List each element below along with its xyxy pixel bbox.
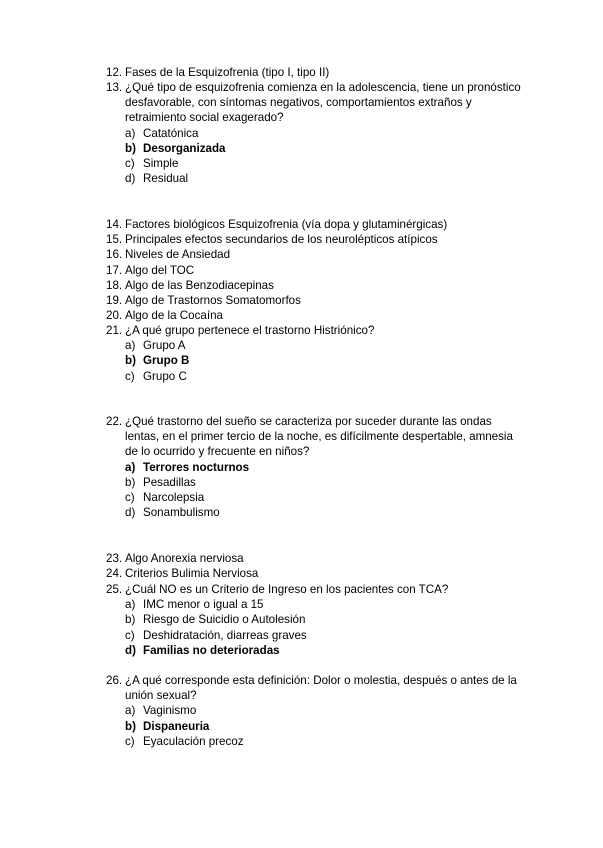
option-d bbox=[125, 505, 526, 520]
option-text: Desorganizada bbox=[143, 141, 226, 155]
item-number: 23. bbox=[106, 552, 123, 565]
question-stem bbox=[106, 414, 526, 460]
question-26 bbox=[106, 673, 526, 749]
option-a-correct bbox=[125, 460, 526, 475]
option-text: Eyaculación precoz bbox=[143, 734, 244, 748]
option-letter: b) bbox=[125, 613, 136, 627]
item-text: Algo del TOC bbox=[125, 263, 195, 277]
option-letter: b) bbox=[125, 719, 136, 733]
option-letter: a) bbox=[125, 460, 136, 474]
item-text: Principales efectos secundarios de los neurolépticos atípicos bbox=[125, 233, 438, 247]
option-text: Narcolepsia bbox=[143, 491, 205, 505]
option-text: Pesadillas bbox=[143, 475, 196, 489]
option-letter: a) bbox=[125, 339, 136, 353]
list-item bbox=[106, 247, 526, 262]
option-letter: d) bbox=[125, 172, 136, 186]
question-text: ¿Cuál NO es un Criterio de Ingreso en los pacientes con TCA? bbox=[125, 583, 449, 596]
option-d-correct bbox=[125, 643, 526, 658]
option-c bbox=[125, 628, 526, 643]
list-item bbox=[106, 551, 526, 566]
question-22 bbox=[106, 414, 526, 520]
question-stem bbox=[106, 323, 526, 338]
option-text: Grupo B bbox=[143, 354, 190, 368]
option-text: Sonambulismo bbox=[143, 506, 220, 520]
option-c bbox=[125, 734, 526, 749]
option-letter: d) bbox=[125, 643, 136, 657]
option-b-correct bbox=[125, 141, 526, 156]
list-item bbox=[106, 308, 526, 323]
topic-list-14-20 bbox=[106, 217, 526, 323]
list-item bbox=[106, 566, 526, 581]
option-text: Residual bbox=[143, 172, 189, 186]
question-number: 25. bbox=[106, 583, 123, 596]
option-c bbox=[125, 369, 526, 384]
question-number: 21. bbox=[106, 324, 123, 337]
option-letter: a) bbox=[125, 126, 136, 140]
question-12 bbox=[106, 65, 526, 80]
question-stem bbox=[106, 80, 526, 126]
option-letter: b) bbox=[125, 141, 136, 155]
question-stem bbox=[106, 673, 526, 703]
option-letter: c) bbox=[125, 734, 135, 748]
option-d bbox=[125, 171, 526, 186]
item-number: 24. bbox=[106, 567, 123, 581]
option-text: Dispaneuria bbox=[143, 719, 210, 733]
option-a bbox=[125, 126, 526, 141]
option-b bbox=[125, 612, 526, 627]
option-text: IMC menor o igual a 15 bbox=[143, 598, 264, 612]
item-number: 19. bbox=[106, 294, 123, 308]
item-text: Algo de Trastornos Somatomorfos bbox=[125, 294, 301, 308]
option-c bbox=[125, 156, 526, 171]
item-text: Factores biológicos Esquizofrenia (vía dopa y glutaminérgicas) bbox=[125, 218, 448, 231]
option-a bbox=[125, 597, 526, 612]
option-a bbox=[125, 703, 526, 718]
option-text: Vaginismo bbox=[143, 704, 197, 718]
option-b bbox=[125, 475, 526, 490]
option-b-correct bbox=[125, 353, 526, 368]
item-number: 16. bbox=[106, 248, 123, 262]
option-letter: c) bbox=[125, 628, 135, 642]
item-text: Algo Anorexia nerviosa bbox=[125, 552, 244, 565]
option-text: Catatónica bbox=[143, 126, 199, 140]
list-item bbox=[106, 65, 526, 80]
item-number: 20. bbox=[106, 309, 123, 323]
question-number: 13. bbox=[106, 81, 123, 94]
option-letter: c) bbox=[125, 369, 135, 383]
item-number: 15. bbox=[106, 233, 123, 247]
option-text: Deshidratación, diarreas graves bbox=[143, 628, 307, 642]
list-item bbox=[106, 263, 526, 278]
question-text: ¿A qué grupo pertenece el trastorno Histriónico? bbox=[125, 324, 375, 337]
option-b-correct bbox=[125, 719, 526, 734]
option-text: Terrores nocturnos bbox=[143, 460, 250, 474]
list-item bbox=[106, 232, 526, 247]
question-stem bbox=[106, 582, 526, 597]
option-a bbox=[125, 338, 526, 353]
item-text: Niveles de Ansiedad bbox=[125, 248, 231, 262]
topic-list-23-24 bbox=[106, 551, 526, 581]
question-21 bbox=[106, 323, 526, 384]
question-number: 26. bbox=[106, 674, 123, 687]
item-text: Criterios Bulimia Nerviosa bbox=[125, 567, 259, 581]
option-letter: b) bbox=[125, 475, 136, 489]
option-letter: b) bbox=[125, 354, 136, 368]
option-letter: c) bbox=[125, 157, 135, 171]
option-letter: a) bbox=[125, 704, 136, 718]
question-text: ¿Qué trastorno del sueño se caracteriza por suceder durante las ondas lentas, en el primer tercio de la noche, es difícilmente despertable, amnesia de lo ocurrido y frecuente en niños? bbox=[125, 415, 513, 459]
item-number: 12. bbox=[106, 66, 123, 79]
question-text: ¿A qué corresponde esta definición: Dolor o molestia, después o antes de la unión sexual? bbox=[125, 674, 517, 703]
item-number: 17. bbox=[106, 263, 123, 277]
item-number: 14. bbox=[106, 218, 123, 231]
question-text: ¿Qué tipo de esquizofrenia comienza en la adolescencia, tiene un pronóstico desfavorable, con síntomas negativos, comportamientos extraños y retraimiento social exagerado? bbox=[125, 81, 521, 125]
question-25 bbox=[106, 582, 526, 658]
list-item bbox=[106, 278, 526, 293]
question-13 bbox=[106, 80, 526, 186]
item-text: Fases de la Esquizofrenia (tipo I, tipo II) bbox=[125, 66, 330, 79]
list-item bbox=[106, 293, 526, 308]
option-text: Grupo A bbox=[143, 339, 186, 353]
option-letter: d) bbox=[125, 506, 136, 520]
option-c bbox=[125, 490, 526, 505]
question-number: 22. bbox=[106, 415, 123, 428]
option-text: Grupo C bbox=[143, 369, 187, 383]
item-text: Algo de la Cocaína bbox=[125, 309, 223, 323]
option-letter: c) bbox=[125, 491, 135, 505]
option-text: Riesgo de Suicidio o Autolesión bbox=[143, 613, 306, 627]
item-number: 18. bbox=[106, 278, 123, 292]
option-text: Simple bbox=[143, 157, 179, 171]
item-text: Algo de las Benzodiacepinas bbox=[125, 278, 274, 292]
option-text: Familias no deterioradas bbox=[143, 643, 280, 657]
list-item bbox=[106, 217, 526, 232]
option-letter: a) bbox=[125, 598, 136, 612]
